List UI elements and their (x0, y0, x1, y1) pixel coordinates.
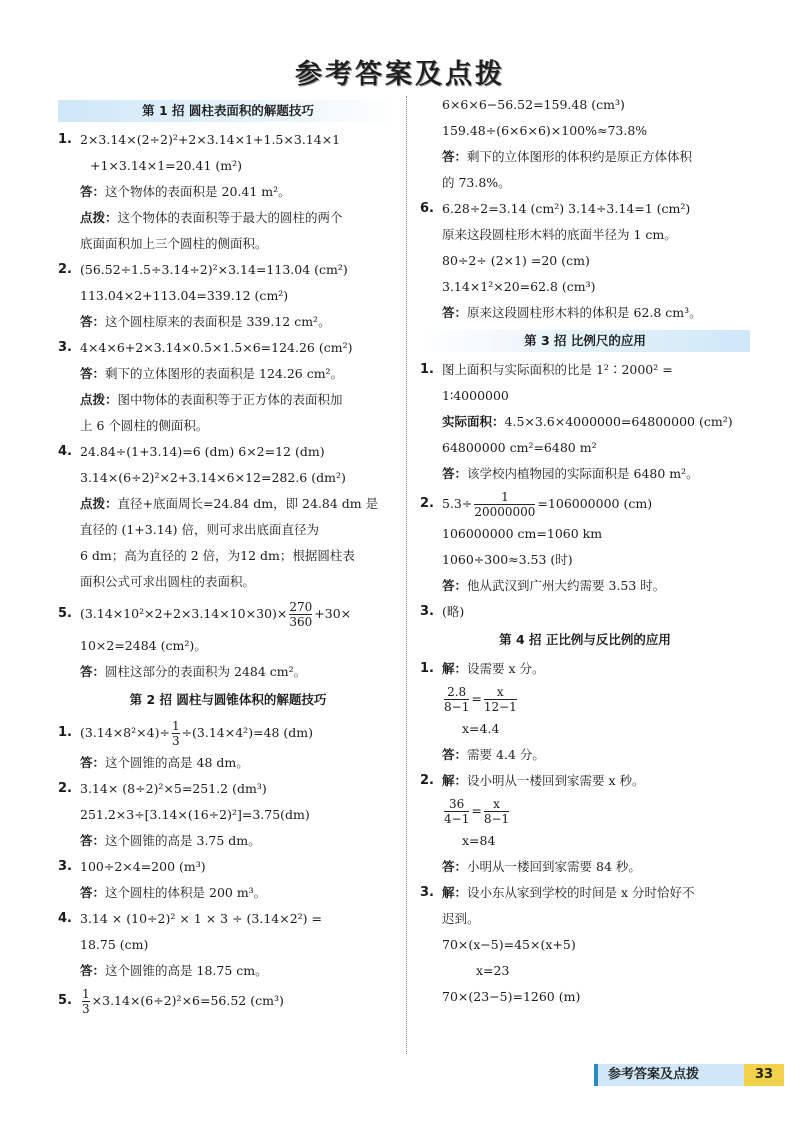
fraction-denominator: 12−1 (483, 700, 517, 714)
answer-item (420, 196, 750, 326)
answer-item (58, 984, 398, 1018)
fraction-numerator: 270 (289, 600, 313, 614)
section-heading-4: 第 4 招 正比例与反比例的应用 (499, 632, 671, 647)
answer-label: 解： (442, 661, 468, 676)
item-number: 5. (58, 993, 72, 1008)
answer-line: 的 73.8%。 (442, 175, 511, 190)
answer-line: x=84 (462, 833, 496, 848)
answer-line: 70×(23−5)=1260 (m) (442, 989, 581, 1004)
answer-line (80, 595, 398, 633)
answer-item (420, 768, 750, 880)
fraction-denominator: 3 (171, 734, 180, 748)
fraction-denominator: 360 (289, 615, 313, 629)
answer-label: 点拨： (80, 392, 118, 407)
answer-item (420, 357, 750, 487)
answer-label: 答： (442, 747, 468, 762)
answer-item (58, 335, 398, 439)
answer-label: 解： (442, 885, 468, 900)
fraction (484, 797, 509, 826)
answer-line: 实际面积：4.5×3.6×4000000=64800000 (cm²) (442, 414, 733, 429)
answer-line: 24.84÷(1+3.14)=6 (dm) 6×2=12 (dm) (80, 444, 325, 459)
answer-line: 答：这个圆锥的高是 48 dm。 (80, 755, 249, 770)
formula-text: ×3.14×(6÷2)²×6=56.52 (cm³) (91, 993, 284, 1008)
formula-text: (3.14×10²×2+2×3.14×10×30)× (80, 606, 288, 621)
section-heading-2: 第 2 招 圆柱与圆锥体积的解题技巧 (129, 692, 327, 707)
fraction-denominator: 8−1 (483, 812, 510, 826)
answer-line (80, 716, 398, 750)
tip-line: 底面面积加上三个圆柱的侧面积。 (80, 236, 268, 251)
answer-label: 答： (442, 466, 468, 481)
answer-label: 答： (80, 184, 106, 199)
answer-line: 答：剩下的立体图形的体积约是原正方体体积 (442, 149, 693, 164)
answer-line: 原来这段圆柱形木料的底面半径为 1 cm。 (442, 227, 677, 242)
item-number: 2. (58, 781, 72, 796)
proportion-equation: $\frac{2.8}{8-1}$ = $\frac{x}{12-1}$ (444, 685, 517, 714)
fraction-numerator: 2.8 (447, 685, 467, 699)
answer-line: 1∶4000000 (442, 388, 509, 403)
tip-line: 点拨：图中物体的表面积等于正方体的表面积加 (80, 392, 343, 407)
page-title: 参考答案及点拨 (295, 59, 505, 90)
item-number: 4. (58, 911, 72, 926)
answer-item-continued (420, 92, 750, 196)
tip-line: 直径的 (1+3.14) 倍，则可求出底面直径为 (80, 522, 319, 537)
item-number: 4. (58, 444, 72, 459)
item-number: 2. (420, 773, 434, 788)
page-footer (594, 1064, 784, 1086)
formula-text: =106000000 (cm) (537, 496, 653, 511)
answer-line: 解：设小明从一楼回到家需要 x 秒。 (442, 773, 645, 788)
answer-item (58, 776, 398, 854)
answer-label: 答： (442, 305, 468, 320)
answer-line: 10×2=2484 (cm²)。 (80, 638, 207, 653)
answer-item (58, 906, 398, 984)
tip-line: 点拨：直径+底面周长=24.84 dm，即 24.84 dm 是 (80, 496, 379, 511)
answer-item (58, 595, 398, 685)
answer-line: 2×3.14×(2÷2)²+2×3.14×1+1.5×3.14×1 (80, 132, 341, 147)
section-heading-3: 第 3 招 比例尺的应用 (420, 330, 750, 352)
answer-line: 3.14× (8÷2)²×5=251.2 (dm³) (80, 781, 267, 796)
answer-line: 3.14 × (10÷2)² × 1 × 3 ÷ (3.14×2²) = (80, 911, 322, 926)
tip-line: 上 6 个圆柱的侧面积。 (80, 418, 209, 433)
right-column (420, 92, 750, 1010)
answer-line (442, 487, 750, 521)
fraction-denominator: 20000000 (474, 505, 536, 519)
answer-line: 18.75 (cm) (80, 937, 149, 952)
fraction-denominator: 8−1 (444, 700, 470, 714)
item-number: 1. (420, 661, 434, 676)
answer-item (58, 257, 398, 335)
fraction (172, 719, 180, 748)
section-heading-1: 第 1 招 圆柱表面积的解题技巧 (58, 100, 398, 122)
answer-line: 答：这个圆锥的高是 18.75 cm。 (80, 963, 268, 978)
answer-line: 64800000 cm²=6480 m² (442, 440, 597, 455)
answer-line: 3.14×(6÷2)²×2+3.14×6×12=282.6 (dm²) (80, 470, 346, 485)
item-number: 3. (420, 885, 434, 900)
left-column (58, 96, 398, 1018)
answer-item (58, 439, 398, 595)
footer-label: 参考答案及点拨 (608, 1067, 700, 1082)
answer-line: x=23 (476, 963, 510, 978)
item-number: 5. (58, 606, 72, 621)
answer-line: 80÷2÷ (2×1) =20 (cm) (442, 253, 590, 268)
answer-label: 答： (80, 833, 106, 848)
answer-line: (略) (442, 604, 465, 619)
answer-line: 答：这个物体的表面积是 20.41 m²。 (80, 184, 291, 199)
item-number: 1. (58, 725, 72, 740)
formula-text: 5.3÷ (442, 496, 473, 511)
answer-line: 1060÷300≈3.53 (时) (442, 552, 573, 567)
answer-item (58, 127, 398, 257)
answer-item (420, 487, 750, 599)
answer-line: 答：这个圆柱原来的表面积是 339.12 cm²。 (80, 314, 331, 329)
answer-item (420, 656, 750, 768)
answer-line (80, 984, 398, 1018)
proportion-equation: $\frac{36}{4-1}$ = $\frac{x}{8-1}$ (444, 797, 510, 826)
answer-label: 答： (80, 314, 106, 329)
page-number: 33 (744, 1064, 784, 1086)
answer-item (58, 854, 398, 906)
item-number: 6. (420, 201, 434, 216)
fraction-numerator: 36 (449, 797, 465, 811)
answer-line: 答：这个圆柱的体积是 200 m³。 (80, 885, 267, 900)
answer-line: +1×3.14×1=20.41 (m²) (90, 158, 243, 173)
answer-line: 图上面积与实际面积的比是 1²∶2000² = (442, 362, 673, 377)
formula-text: +30× (314, 606, 352, 621)
column-divider (406, 96, 407, 1054)
fraction (484, 685, 517, 714)
answer-label: 答： (442, 859, 468, 874)
answer-line: x=4.4 (462, 721, 500, 736)
fraction-numerator: 1 (82, 987, 90, 1001)
answer-line: 答：该学校内植物园的实际面积是 6480 m²。 (442, 466, 699, 481)
tip-line: 6 dm；高为直径的 2 倍，为12 dm；根据圆柱表 (80, 548, 355, 563)
item-number: 1. (58, 132, 72, 147)
answer-item (420, 599, 750, 625)
answer-line: 答：原来这段圆柱形木料的体积是 62.8 cm³。 (442, 305, 702, 320)
answer-line: 迟到。 (442, 911, 480, 926)
fraction (289, 600, 312, 629)
answer-label: 点拨： (80, 496, 118, 511)
answer-line: 答：小明从一楼回到家需要 84 秒。 (442, 859, 641, 874)
answer-label: 答： (80, 664, 106, 679)
item-number: 1. (420, 362, 434, 377)
answer-label: 答： (80, 755, 106, 770)
answer-line: 159.48÷(6×6×6)×100%≈73.8% (442, 123, 648, 138)
answer-item (420, 880, 750, 1010)
fraction-numerator: 1 (501, 490, 509, 504)
answer-label: 实际面积： (442, 414, 505, 429)
answer-line: 70×(x−5)=45×(x+5) (442, 937, 576, 952)
answer-item (58, 716, 398, 776)
formula-text: ÷(3.14×4²)=48 (dm) (181, 725, 314, 740)
answer-line: 106000000 cm=1060 km (442, 526, 603, 541)
formula-text: (3.14×8²×4)÷ (80, 725, 170, 740)
answer-line: 答：剩下的立体图形的表面积是 124.26 cm²。 (80, 366, 344, 381)
answer-label: 答： (80, 366, 106, 381)
item-number: 3. (58, 859, 72, 874)
item-number: 3. (58, 340, 72, 355)
answer-line: 251.2×3÷[3.14×(16÷2)²]=3.75(dm) (80, 807, 310, 822)
answer-line: 答：他从武汉到广州大约需要 3.53 时。 (442, 578, 666, 593)
answer-line: 答：这个圆锥的高是 3.75 dm。 (80, 833, 261, 848)
answer-label: 点拨： (80, 210, 118, 225)
item-number: 3. (420, 604, 434, 619)
answer-label: 答： (80, 885, 106, 900)
answer-line: (56.52÷1.5÷3.14÷2)²×3.14=113.04 (cm²) (80, 262, 348, 277)
fraction-denominator: 4−1 (444, 812, 470, 826)
fraction (444, 685, 469, 714)
answer-label: 答： (80, 963, 106, 978)
answer-line: 答：需要 4.4 分。 (442, 747, 545, 762)
answer-line: 解：设需要 x 分。 (442, 661, 545, 676)
fraction-denominator: 3 (82, 1002, 90, 1016)
item-number: 2. (420, 496, 434, 511)
tip-line: 点拨：这个物体的表面积等于最大的圆柱的两个 (80, 210, 343, 225)
fraction (444, 797, 469, 826)
fraction (474, 490, 535, 519)
answer-label: 答： (442, 578, 468, 593)
item-number: 2. (58, 262, 72, 277)
answer-label: 答： (442, 149, 468, 164)
answer-line: 解：设小东从家到学校的时间是 x 分时恰好不 (442, 885, 695, 900)
answer-line: 100÷2×4=200 (m³) (80, 859, 206, 874)
fraction (82, 987, 90, 1016)
answer-line: 答：圆柱这部分的表面积为 2484 cm²。 (80, 664, 307, 679)
fraction-numerator: 1 (171, 719, 180, 733)
answer-line: 3.14×1²×20=62.8 (cm³) (442, 279, 596, 294)
tip-line: 面积公式可求出圆柱的表面积。 (80, 574, 256, 589)
answer-line: 6×6×6−56.52=159.48 (cm³) (442, 97, 625, 112)
answer-line: 4×4×6+2×3.14×0.5×1.5×6=124.26 (cm²) (80, 340, 353, 355)
answer-line: 113.04×2+113.04=339.12 (cm²) (80, 288, 289, 303)
fraction-numerator: x (496, 685, 504, 699)
answer-line: 6.28÷2=3.14 (cm²) 3.14÷3.14=1 (cm²) (442, 201, 691, 216)
fraction-numerator: x (493, 797, 500, 811)
answer-label: 解： (442, 773, 468, 788)
